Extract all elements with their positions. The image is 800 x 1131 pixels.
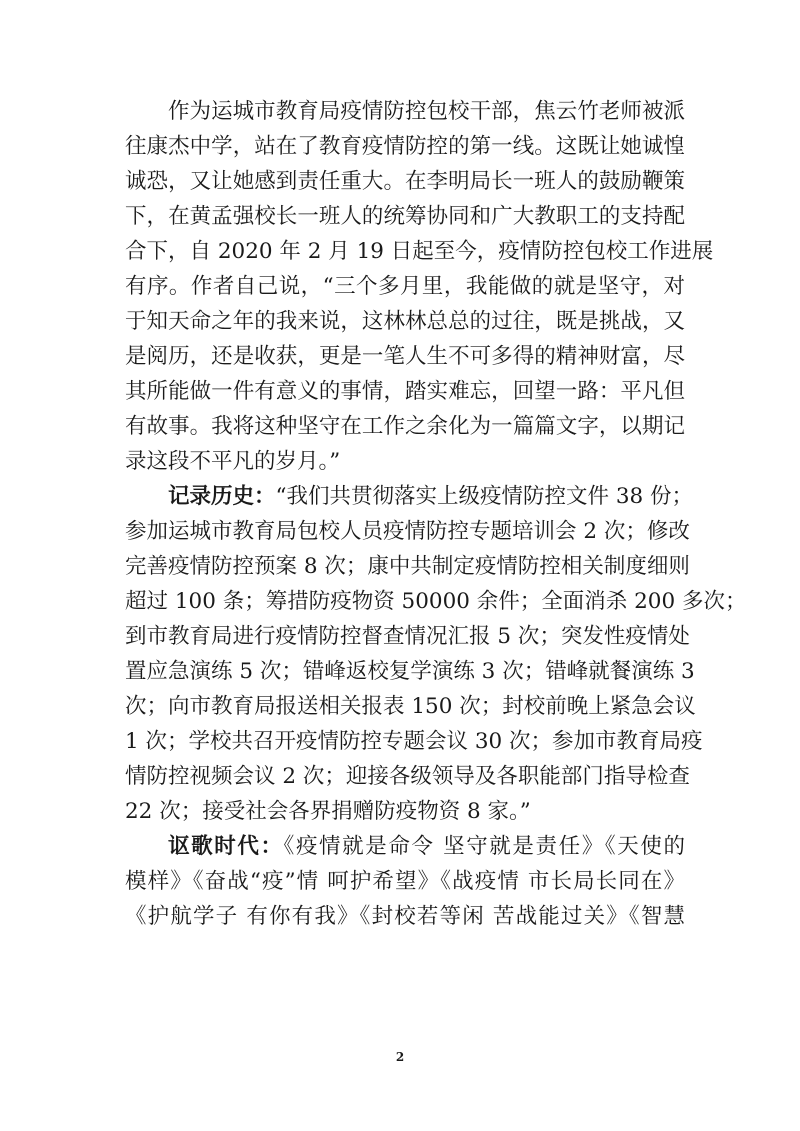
text-line: 作为运城市教育局疫情防控包校干部，焦云竹老师被派 xyxy=(168,99,685,124)
text-line: 情防控视频会议 2 次；迎接各级领导及各职能部门指导检查 xyxy=(125,764,690,789)
paragraph-praise-era xyxy=(125,829,685,934)
text-line: 有故事。我将这种坚守在工作之余化为一篇篇文字，以期记 xyxy=(125,414,685,439)
text-line: 次；向市教育局报送相关报表 150 次；封校前晚上紧急会议 xyxy=(125,694,696,719)
text-line xyxy=(125,479,694,514)
text-line: 22 次；接受社会各界捐赠防疫物资 8 家。” xyxy=(125,799,531,824)
text-span: 《疫情就是命令 坚守就是责任》《天使的 xyxy=(283,834,685,859)
text-line: 于知天命之年的我来说，这林林总总的过往，既是挑战，又 xyxy=(125,309,685,334)
text-line: 置应急演练 5 次；错峰返校复学演练 3 次；错峰就餐演练 3 xyxy=(125,659,695,684)
text-line: 《护航学子 有你有我》《封校若等闲 苦战能过关》《智慧 xyxy=(125,904,685,929)
text-line: 模样》《奋战“疫”情 呵护希望》《战疫情 市长局长同在》 xyxy=(125,869,685,894)
text-span: “我们共贯彻落实上级疫情防控文件 38 份； xyxy=(275,484,694,509)
paragraph-intro xyxy=(125,94,714,479)
text-line xyxy=(125,829,685,864)
text-line: 其所能做一件有意义的事情，踏实难忘，回望一路：平凡但 xyxy=(125,379,685,404)
section-heading: 讴歌时代： xyxy=(168,834,284,859)
paragraph-record-history xyxy=(125,479,747,829)
text-line: 有序。作者自己说，“三个多月里，我能做的就是坚守，对 xyxy=(125,274,685,299)
document-body xyxy=(125,94,747,934)
text-line: 到市教育局进行疫情防控督查情况汇报 5 次；突发性疫情处 xyxy=(125,624,690,649)
text-line: 1 次；学校共召开疫情防控专题会议 30 次；参加市教育局疫 xyxy=(125,729,703,754)
text-line: 完善疫情防控预案 8 次；康中共制定疫情防控相关制度细则 xyxy=(125,554,690,579)
text-line: 诚恐，又让她感到责任重大。在李明局长一班人的鼓励鞭策 xyxy=(125,169,685,194)
text-line: 参加运城市教育局包校人员疫情防控专题培训会 2 次；修改 xyxy=(125,519,690,544)
text-line: 往康杰中学，站在了教育疫情防控的第一线。这既让她诚惶 xyxy=(125,134,685,159)
page-number: 2 xyxy=(395,1050,405,1064)
text-line: 录这段不平凡的岁月。” xyxy=(125,449,341,474)
section-heading: 记录历史： xyxy=(168,484,276,509)
text-line: 超过 100 条；筹措防疫物资 50000 余件；全面消杀 200 多次； xyxy=(125,589,747,614)
text-line: 合下，自 2020 年 2 月 19 日起至今，疫情防控包校工作进展 xyxy=(125,239,714,264)
text-line: 下，在黄孟强校长一班人的统筹协同和广大教职工的支持配 xyxy=(125,204,685,229)
text-line: 是阅历，还是收获，更是一笔人生不可多得的精神财富，尽 xyxy=(125,344,685,369)
